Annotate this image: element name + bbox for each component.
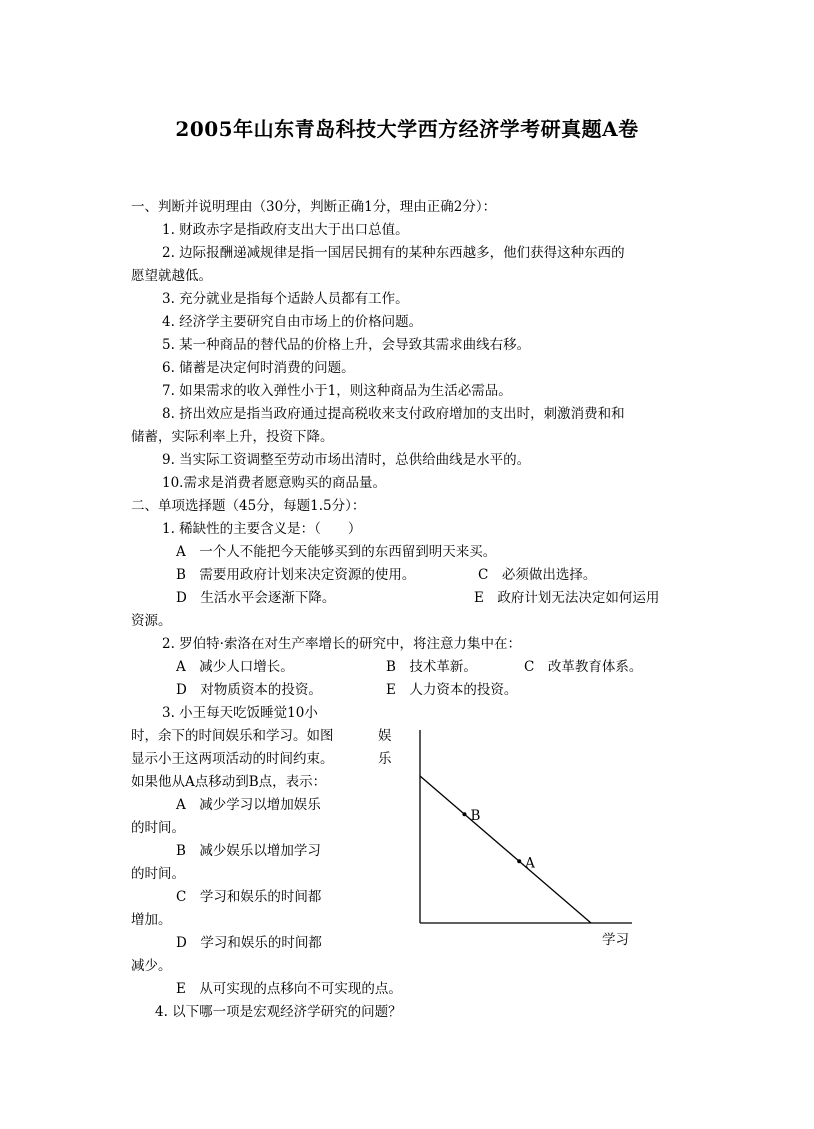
q1-option-d: D 生活水平会逐渐下降。: [176, 590, 336, 606]
section1-heading: 一、判断并说明理由（30分，判断正确1分，理由正确2分）：: [131, 199, 497, 215]
q3-option-e: E 从可实现的点移向不可实现的点。: [176, 981, 402, 997]
q3-option-a: A 减少学习以增加娱乐: [176, 797, 321, 813]
q2-option-c: C 改革教育体系。: [524, 659, 643, 675]
s1-item-cont: 愿望就越低。: [131, 268, 212, 284]
point-label-b: B: [470, 808, 481, 825]
q3-stem-line: 显示小王这两项活动的时间约束。: [131, 751, 334, 767]
s1-item: 2. 边际报酬递减规律是指一国居民拥有的某种东西越多，他们获得这种东西的: [162, 245, 625, 261]
x-axis-label: 学习: [602, 932, 629, 948]
s1-item: 7. 如果需求的收入弹性小于1，则这种商品为生活必需品。: [162, 383, 512, 399]
budget-line: [420, 776, 591, 923]
y-axis-label-char: 乐: [378, 751, 392, 767]
time-constraint-chart: [370, 720, 640, 960]
q3-stem-line: 如果他从A点移动到B点，表示：: [131, 774, 327, 790]
q2-option-d: D 对物质资本的投资。: [176, 682, 322, 698]
point-b: [462, 812, 466, 816]
q1-stem: 1. 稀缺性的主要含义是：（ ）: [162, 521, 362, 537]
q4-stem: 4. 以下哪一项是宏观经济学研究的问题？: [155, 1004, 402, 1020]
s1-item: 10.需求是消费者愿意购买的商品量。: [162, 475, 386, 491]
q3-stem-line: 时，余下的时间娱乐和学习。如图: [131, 728, 334, 744]
q3-option-c: C 学习和娱乐的时间都: [176, 889, 322, 905]
point-a: [517, 859, 521, 863]
q1-option-a: A 一个人不能把今天能够买到的东西留到明天来买。: [176, 544, 497, 560]
point-label-a: A: [525, 855, 535, 872]
q3-option-d: D 学习和娱乐的时间都: [176, 935, 322, 951]
s1-item: 3. 充分就业是指每个适龄人员都有工作。: [162, 291, 409, 307]
s1-item: 5. 某一种商品的替代品的价格上升，会导致其需求曲线右移。: [162, 337, 531, 353]
q3-stem-line: 3. 小王每天吃饭睡觉10小: [162, 705, 318, 721]
q3-option-a-cont: 的时间。: [131, 820, 185, 836]
q3-option-b-cont: 的时间。: [131, 866, 185, 882]
s1-item: 8. 挤出效应是指当政府通过提高税收来支付政府增加的支出时，刺激消费和和: [162, 406, 625, 422]
q2-option-a: A 减少人口增长。: [176, 659, 294, 675]
s1-item: 4. 经济学主要研究自由市场上的价格问题。: [162, 314, 423, 330]
s1-item: 9. 当实际工资调整至劳动市场出清时，总供给曲线是水平的。: [162, 452, 531, 468]
q1-option-e: E 政府计划无法决定如何运用: [474, 590, 660, 606]
page-title: 2005年山东青岛科技大学西方经济学考研真题A卷: [175, 117, 639, 141]
q3-option-c-cont: 增加。: [131, 912, 172, 928]
s1-item: 6. 储蓄是决定何时消费的问题。: [162, 360, 355, 376]
q2-option-b: B 技术革新。: [386, 659, 477, 675]
q2-stem: 2. 罗伯特·索洛在对生产率增长的研究中，将注意力集中在：: [162, 636, 521, 652]
q1-option-e-cont: 资源。: [131, 613, 172, 629]
q1-option-b: B 需要用政府计划来决定资源的使用。: [176, 567, 416, 583]
q1-option-c: C 必须做出选择。: [478, 567, 597, 583]
section2-heading: 二、单项选择题（45分，每题1.5分）：: [131, 498, 366, 514]
s1-item: 1. 财政赤字是指政府支出大于出口总值。: [162, 222, 409, 238]
q3-option-d-cont: 减少。: [131, 958, 172, 974]
q3-option-b: B 减少娱乐以增加学习: [176, 843, 321, 859]
q2-option-e: E 人力资本的投资。: [386, 682, 518, 698]
s1-item-cont: 储蓄，实际利率上升，投资下降。: [131, 429, 334, 445]
y-axis-label-char: 娱: [378, 728, 392, 744]
